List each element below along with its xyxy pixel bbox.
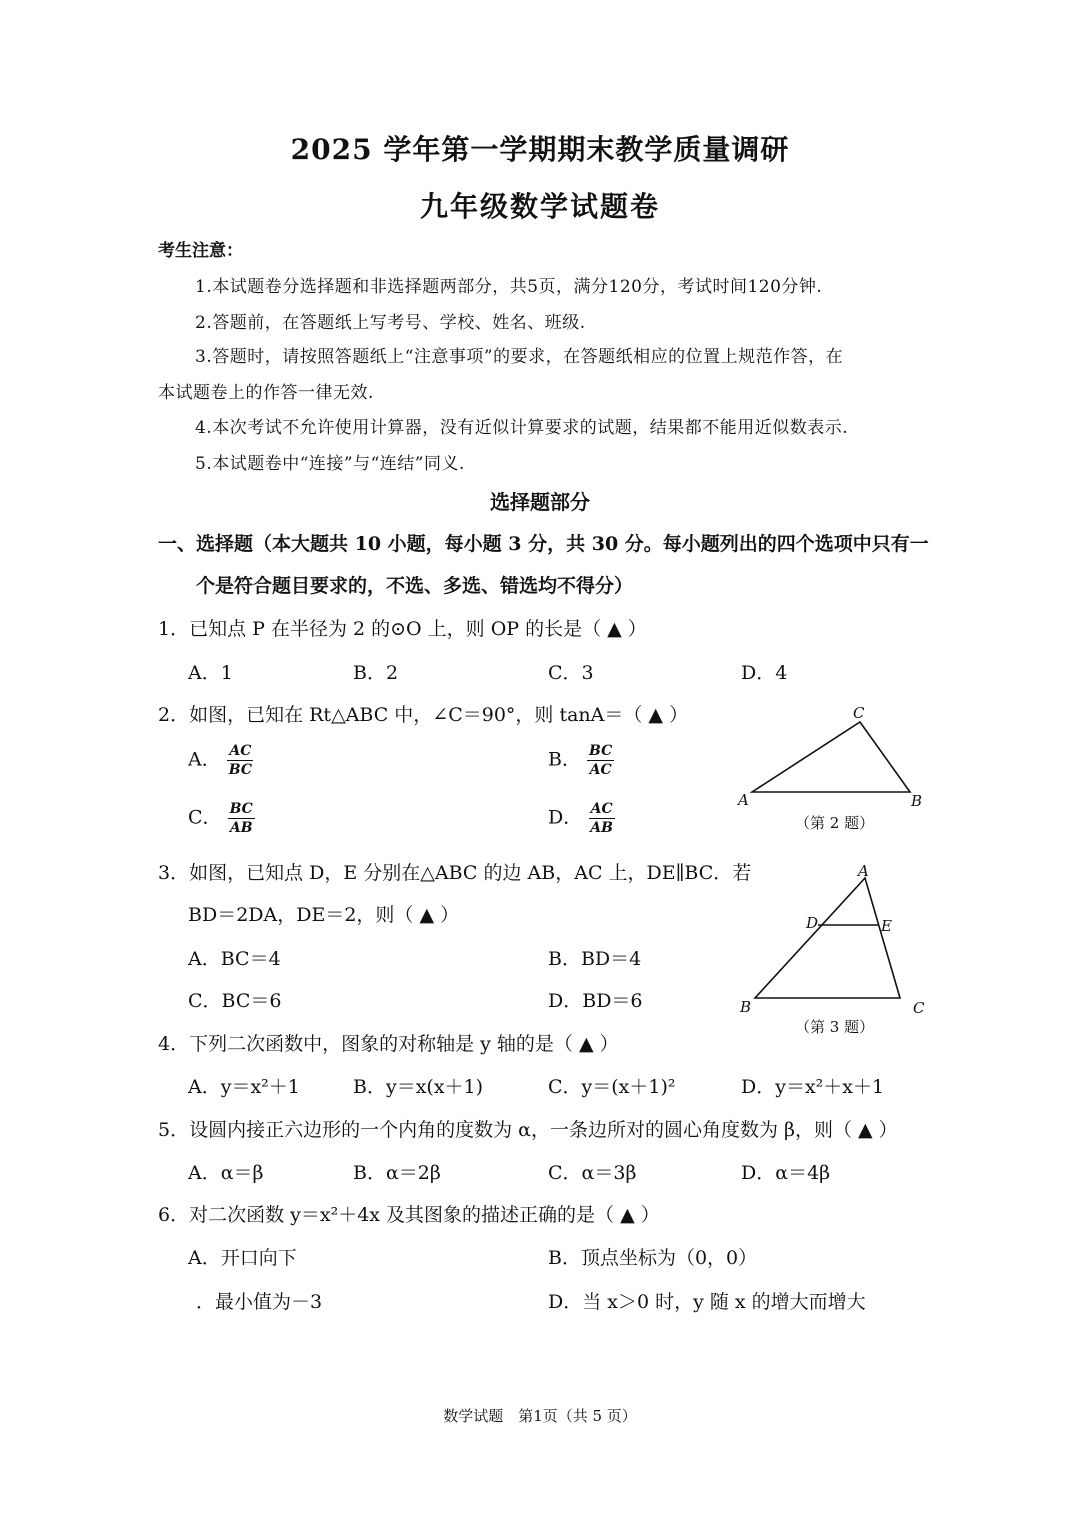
q3-option-a: A．BC＝4 bbox=[188, 948, 281, 970]
q1-option-d: D．4 bbox=[741, 662, 788, 684]
part1-heading: 一、选择题（本大题共 10 小题，每小题 3 分，共 30 分。每小题列出的四个选项中只有一 bbox=[158, 533, 929, 555]
notice-line-5: 5.本试题卷中“连接”与“连结”同义. bbox=[195, 454, 465, 474]
fraction-denominator: BC bbox=[228, 762, 253, 778]
vertex-label-e: E bbox=[881, 917, 892, 935]
q4-option-d: D．y＝x²＋x＋1 bbox=[741, 1076, 885, 1098]
q2-option-b-fraction bbox=[587, 742, 614, 779]
exam-title: 2025 学年第一学期期末教学质量调研 bbox=[290, 133, 790, 166]
q2-figure-caption: （第 2 题） bbox=[795, 814, 875, 832]
q5-option-d: D．α＝4β bbox=[741, 1162, 831, 1184]
q1-stem: 1．已知点 P 在半径为 2 的⊙O 上，则 OP 的长是（ ▲ ） bbox=[158, 618, 647, 640]
q3-figure-triangle bbox=[730, 860, 930, 1020]
q1-option-b: B．2 bbox=[353, 662, 399, 684]
q6-stem: 6．对二次函数 y＝x²＋4x 及其图象的描述正确的是（ ▲ ） bbox=[158, 1204, 660, 1226]
notice-line-3: 3.答题时，请按照答题纸上“注意事项”的要求，在答题纸相应的位置上规范作答，在 bbox=[195, 347, 844, 367]
part1-heading-cont: 个是符合题目要求的，不选、多选、错选均不得分） bbox=[196, 575, 634, 597]
q2-option-a bbox=[188, 742, 254, 779]
q6-option-a: A．开口向下 bbox=[188, 1247, 297, 1269]
q4-option-b: B．y＝x(x＋1) bbox=[353, 1076, 484, 1098]
q2-option-d-label: D． bbox=[548, 806, 583, 829]
q2-option-c bbox=[188, 800, 255, 837]
fraction-denominator: AC bbox=[589, 762, 612, 778]
vertex-label-a: A bbox=[858, 862, 869, 880]
fraction-numerator: BC bbox=[589, 743, 613, 759]
q4-option-c: C．y＝(x＋1)² bbox=[548, 1076, 676, 1098]
fraction-denominator: AB bbox=[229, 820, 253, 836]
notice-line-3-cont: 本试题卷上的作答一律无效. bbox=[158, 383, 374, 403]
q4-stem: 4．下列二次函数中，图象的对称轴是 y 轴的是（ ▲ ） bbox=[158, 1033, 619, 1055]
vertex-label-c: C bbox=[853, 704, 865, 722]
q2-option-d-fraction bbox=[588, 800, 615, 837]
q3-stem-cont: BD＝2DA，DE＝2，则（ ▲ ） bbox=[188, 904, 460, 926]
triangle-abc bbox=[752, 722, 910, 792]
q3-option-b: B．BD＝4 bbox=[548, 948, 642, 970]
q5-option-c: C．α＝3β bbox=[548, 1162, 637, 1184]
q6-option-c: ．最小值为－3 bbox=[196, 1291, 323, 1313]
q2-option-a-fraction bbox=[227, 742, 254, 779]
notice-heading: 考生注意： bbox=[158, 241, 243, 261]
vertex-label-d: D bbox=[806, 914, 819, 932]
fraction-denominator: AB bbox=[590, 820, 613, 836]
vertex-label-a: A bbox=[738, 791, 749, 809]
q1-option-c: C．3 bbox=[548, 662, 594, 684]
q6-option-d: D．当 x＞0 时，y 随 x 的增大而增大 bbox=[548, 1291, 866, 1313]
q2-option-d bbox=[548, 800, 615, 837]
notice-line-4: 4.本次考试不允许使用计算器，没有近似计算要求的试题，结果都不能用近似数表示. bbox=[195, 418, 849, 438]
q5-option-a: A．α＝β bbox=[188, 1162, 264, 1184]
exam-subtitle: 九年级数学试题卷 bbox=[419, 190, 660, 223]
q6-option-b: B．顶点坐标为（0，0） bbox=[548, 1247, 758, 1269]
q3-figure-caption: （第 3 题） bbox=[795, 1018, 875, 1036]
notice-line-2: 2.答题前，在答题纸上写考号、学校、姓名、班级. bbox=[195, 313, 586, 333]
q5-stem: 5．设圆内接正六边形的一个内角的度数为 α，一条边所对的圆心角度数为 β，则（ ▲ ） bbox=[158, 1119, 898, 1141]
q3-stem: 3．如图，已知点 D，E 分别在△ABC 的边 AB，AC 上，DE∥BC．若 bbox=[158, 862, 752, 884]
q2-option-c-fraction bbox=[228, 800, 255, 837]
fraction-numerator: AC bbox=[590, 801, 613, 817]
notice-line-1: 1.本试题卷分选择题和非选择题两部分，共5页，满分120分，考试时间120分钟. bbox=[195, 277, 823, 297]
fraction-numerator: AC bbox=[229, 743, 252, 759]
q2-option-b-label: B． bbox=[548, 748, 581, 771]
triangle-abc bbox=[755, 878, 900, 998]
q4-option-a: A．y＝x²＋1 bbox=[188, 1076, 300, 1098]
q2-option-c-label: C． bbox=[188, 806, 222, 829]
section-title: 选择题部分 bbox=[490, 490, 590, 514]
vertex-label-b: B bbox=[911, 792, 923, 810]
q2-figure-triangle bbox=[730, 700, 930, 810]
q5-option-b: B．α＝2β bbox=[353, 1162, 441, 1184]
q1-option-a: A．1 bbox=[188, 662, 233, 684]
q3-option-c: C．BC＝6 bbox=[188, 990, 282, 1012]
q2-stem: 2．如图，已知在 Rt△ABC 中，∠C＝90°，则 tanA＝（ ▲ ） bbox=[158, 704, 689, 726]
page-footer: 数学试题 第1页（共 5 页） bbox=[443, 1407, 637, 1425]
q3-option-d: D．BD＝6 bbox=[548, 990, 643, 1012]
fraction-numerator: BC bbox=[229, 801, 253, 817]
vertex-label-c: C bbox=[913, 999, 925, 1017]
q2-option-a-label: A． bbox=[188, 748, 221, 771]
q2-option-b bbox=[548, 742, 614, 779]
vertex-label-b: B bbox=[740, 998, 752, 1016]
